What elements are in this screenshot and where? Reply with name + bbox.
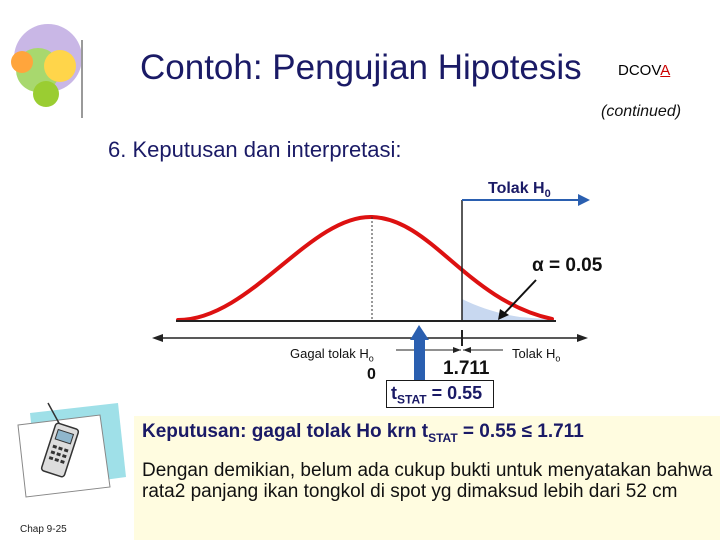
phone-clipart-icon: [0, 395, 135, 505]
fail-to-reject-label: [290, 346, 374, 364]
reject-region-bottom-label: [512, 346, 560, 364]
reject-label-sub: 0: [544, 188, 551, 201]
tstat-arrow-head: [410, 325, 429, 340]
tstat-arrow-shaft: [414, 340, 425, 382]
decision-prefix: Keputusan: gagal tolak Ho krn t: [142, 421, 429, 442]
slide-subtitle: (continued): [601, 103, 682, 120]
tstat-suffix: = 0.55: [426, 383, 483, 403]
reject-bottom-sub: o: [555, 353, 561, 364]
distribution-curve: [178, 217, 552, 320]
tstat-sub: STAT: [397, 392, 427, 407]
reject-region-arrowhead: [463, 347, 471, 353]
tstat-label: [391, 383, 482, 407]
axis-arrow-left: [152, 334, 163, 342]
fail-label-text: Gagal tolak H: [290, 346, 369, 361]
alpha-label: α = 0.05: [532, 255, 603, 276]
title-tag-prefix: DCOV: [618, 62, 661, 79]
reject-bottom-text: Tolak H: [512, 346, 556, 361]
decision-suffix: = 0.55 ≤ 1.711: [457, 421, 584, 442]
section-heading: 6. Keputusan dan interpretasi:: [108, 137, 402, 162]
title-tag-highlight: A: [660, 62, 671, 79]
zero-label: 0: [367, 366, 376, 383]
critical-value-label: 1.711: [443, 358, 490, 379]
decision-text: [142, 421, 584, 445]
fail-label-sub: o: [368, 353, 374, 364]
fail-region-arrowhead: [453, 347, 461, 353]
decision-sub: STAT: [428, 430, 458, 445]
slide-title: Contoh: Pengujian Hipotesis: [140, 48, 582, 87]
alpha-pointer-line: [502, 280, 536, 316]
slide-footer: Chap 9-25: [20, 524, 67, 535]
reject-label-text: Tolak H: [488, 180, 545, 197]
rejection-arrowhead: [578, 194, 590, 206]
reject-region-label: [488, 180, 551, 200]
tstat-prefix: t: [391, 383, 397, 403]
interpretation-text: Dengan demikian, belum ada cukup bukti untuk menyatakan bahwa rata2 panjang ikan tongkol di spot yg dimaksud lebih dari 52 cm: [142, 460, 713, 502]
axis-arrow-right: [577, 334, 588, 342]
